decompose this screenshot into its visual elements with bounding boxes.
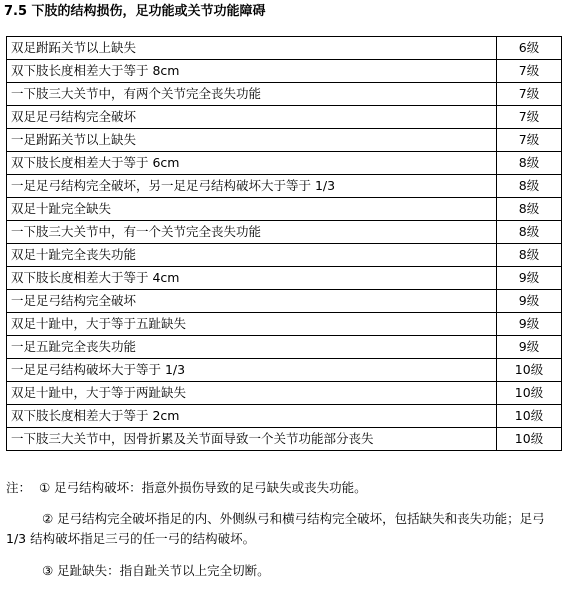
notes-label: 注： bbox=[6, 480, 32, 495]
table-row bbox=[7, 336, 562, 359]
disability-grade: 10级 bbox=[497, 428, 562, 451]
injury-description: 一足足弓结构完全破坏，另一足足弓结构破坏大于等于 1/3 bbox=[7, 175, 497, 198]
injury-description: 双足十趾中，大于等于五趾缺失 bbox=[7, 313, 497, 336]
injury-description: 双下肢长度相差大于等于 6cm bbox=[7, 152, 497, 175]
injury-description: 双足跗跖关节以上缺失 bbox=[7, 37, 497, 60]
injury-description: 一足跗跖关节以上缺失 bbox=[7, 129, 497, 152]
table-row bbox=[7, 405, 562, 428]
note-1-text: ① 足弓结构破坏：指意外损伤导致的足弓缺失或丧失功能。 bbox=[38, 480, 367, 495]
disability-grade: 10级 bbox=[497, 405, 562, 428]
table-row bbox=[7, 152, 562, 175]
injury-description: 双足十趾中，大于等于两趾缺失 bbox=[7, 382, 497, 405]
disability-grade: 8级 bbox=[497, 198, 562, 221]
notes-section bbox=[6, 478, 562, 581]
table-row bbox=[7, 221, 562, 244]
injury-description: 一足足弓结构完全破坏 bbox=[7, 290, 497, 313]
disability-grade: 8级 bbox=[497, 221, 562, 244]
injury-description: 一下肢三大关节中，有一个关节完全丧失功能 bbox=[7, 221, 497, 244]
injury-description: 双足足弓结构完全破坏 bbox=[7, 106, 497, 129]
disability-grade: 10级 bbox=[497, 382, 562, 405]
table-row bbox=[7, 382, 562, 405]
injury-description: 一足五趾完全丧失功能 bbox=[7, 336, 497, 359]
disability-grade: 6级 bbox=[497, 37, 562, 60]
table-row bbox=[7, 244, 562, 267]
disability-grade: 9级 bbox=[497, 267, 562, 290]
disability-grade: 7级 bbox=[497, 83, 562, 106]
table-row bbox=[7, 175, 562, 198]
injury-description: 双足十趾完全缺失 bbox=[7, 198, 497, 221]
table-row bbox=[7, 83, 562, 106]
table-row bbox=[7, 290, 562, 313]
section-title: 7.5 下肢的结构损伤，足功能或关节功能障碍 bbox=[4, 4, 266, 19]
note-1 bbox=[6, 478, 562, 498]
disability-grade: 8级 bbox=[497, 244, 562, 267]
disability-grade: 7级 bbox=[497, 129, 562, 152]
injury-description: 一下肢三大关节中，因骨折累及关节面导致一个关节功能部分丧失 bbox=[7, 428, 497, 451]
note-3: ③ 足趾缺失：指自趾关节以上完全切断。 bbox=[42, 563, 270, 578]
disability-grade: 7级 bbox=[497, 106, 562, 129]
table-row bbox=[7, 37, 562, 60]
table-row bbox=[7, 129, 562, 152]
note-2: ② 足弓结构完全破坏指足的内、外侧纵弓和横弓结构完全破坏，包括缺失和丧失功能；足弓 1/3 结构破坏指足三弓的任一弓的结构破坏。 bbox=[6, 511, 545, 546]
table-row bbox=[7, 60, 562, 83]
table-row bbox=[7, 198, 562, 221]
injury-description: 一下肢三大关节中，有两个关节完全丧失功能 bbox=[7, 83, 497, 106]
disability-grade: 10级 bbox=[497, 359, 562, 382]
table-row bbox=[7, 106, 562, 129]
disability-grade: 8级 bbox=[497, 175, 562, 198]
table-row bbox=[7, 359, 562, 382]
injury-description: 双下肢长度相差大于等于 4cm bbox=[7, 267, 497, 290]
disability-grade: 9级 bbox=[497, 336, 562, 359]
injury-description: 双足十趾完全丧失功能 bbox=[7, 244, 497, 267]
grade-table bbox=[6, 36, 562, 451]
table-row bbox=[7, 267, 562, 290]
disability-grade: 7级 bbox=[497, 60, 562, 83]
injury-description: 双下肢长度相差大于等于 8cm bbox=[7, 60, 497, 83]
disability-grade: 8级 bbox=[497, 152, 562, 175]
table-row bbox=[7, 313, 562, 336]
injury-description: 双下肢长度相差大于等于 2cm bbox=[7, 405, 497, 428]
disability-grade: 9级 bbox=[497, 290, 562, 313]
injury-description: 一足足弓结构破坏大于等于 1/3 bbox=[7, 359, 497, 382]
disability-grade: 9级 bbox=[497, 313, 562, 336]
table-row bbox=[7, 428, 562, 451]
